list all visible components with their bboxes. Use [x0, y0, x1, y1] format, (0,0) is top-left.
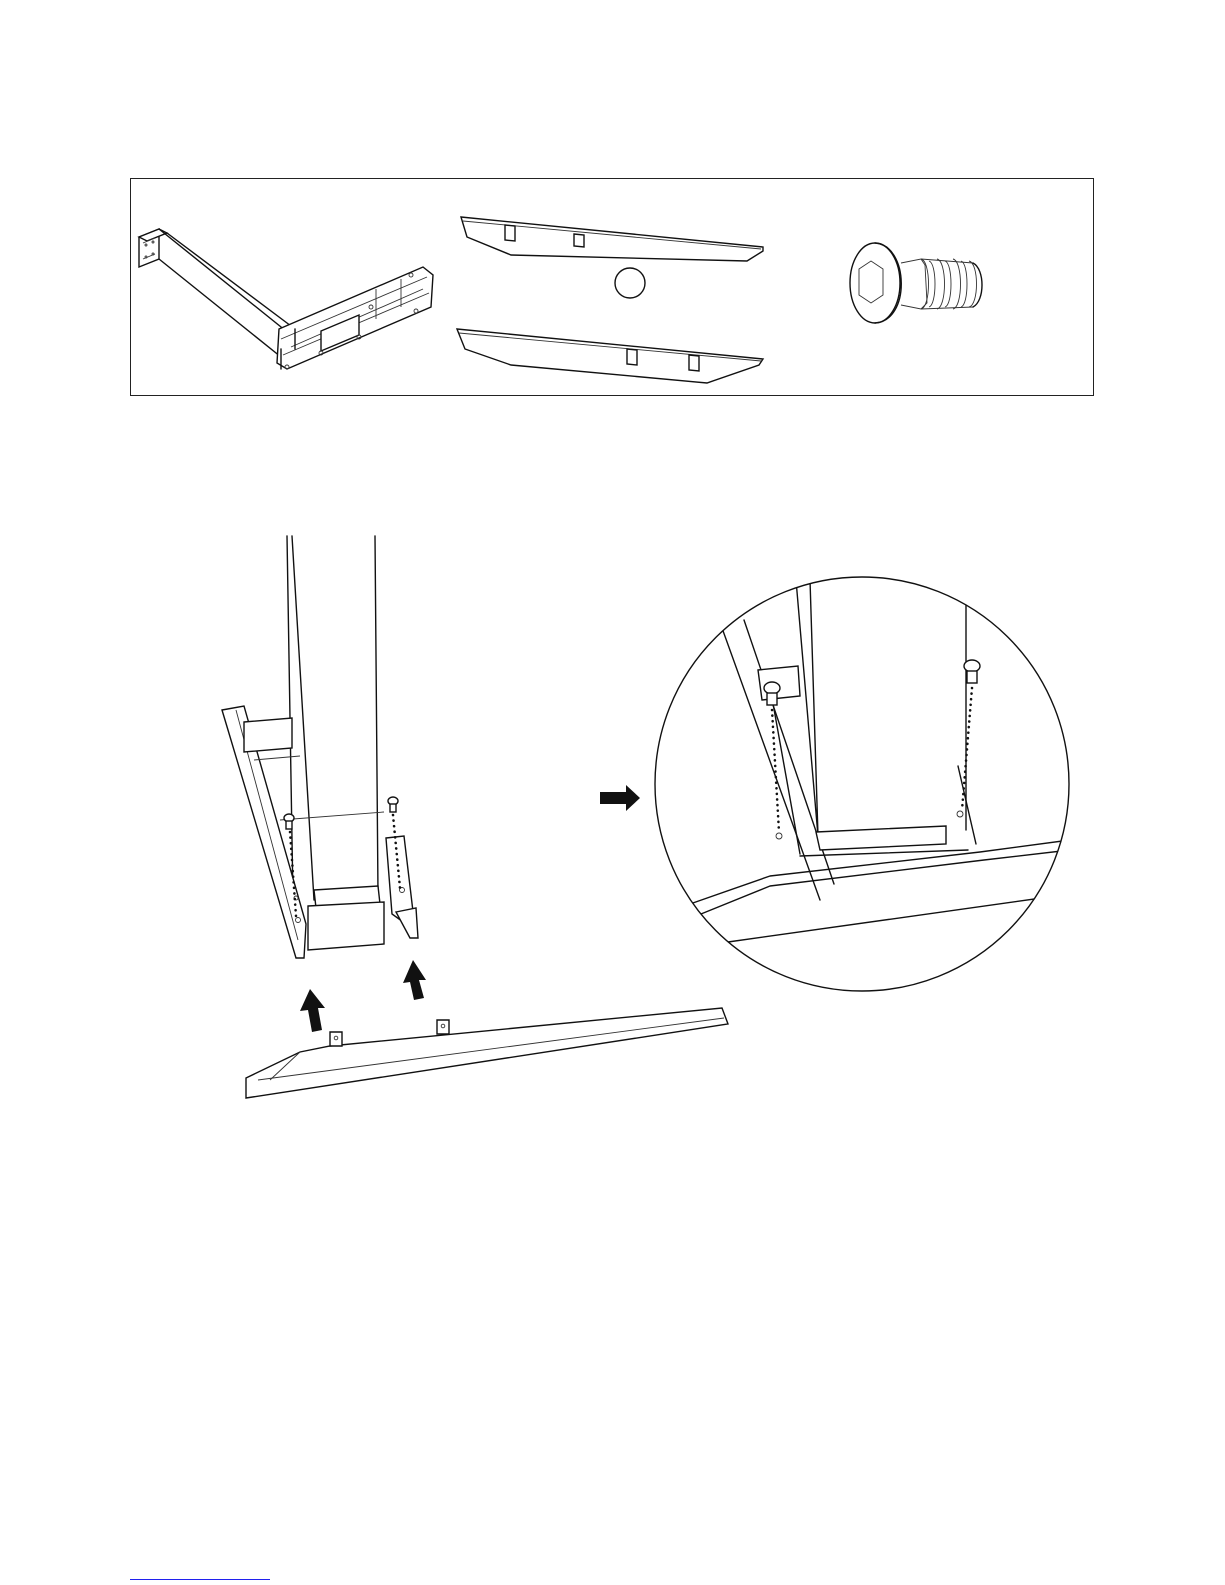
- parts-illustration: [131, 179, 1095, 397]
- footer-rule: [130, 1579, 270, 1580]
- detail-bolt-left-icon: [764, 682, 780, 705]
- arrow-up-left-icon: [300, 989, 325, 1032]
- leg-assembly-icon: [222, 536, 728, 1098]
- side-brackets-icon: [457, 217, 763, 383]
- hex-bolt-icon: [850, 243, 982, 323]
- assembly-illustration: [0, 520, 1225, 1120]
- arrow-right-icon: [600, 785, 640, 811]
- detail-magnify-icon: [655, 577, 1070, 991]
- detail-bolt-right-icon: [964, 660, 980, 683]
- arrow-up-right-icon: [403, 960, 426, 1000]
- bolt-left-icon: [284, 814, 294, 829]
- bolt-right-icon: [388, 797, 398, 812]
- leg-frame-icon: [139, 229, 433, 369]
- parts-box: [130, 178, 1094, 396]
